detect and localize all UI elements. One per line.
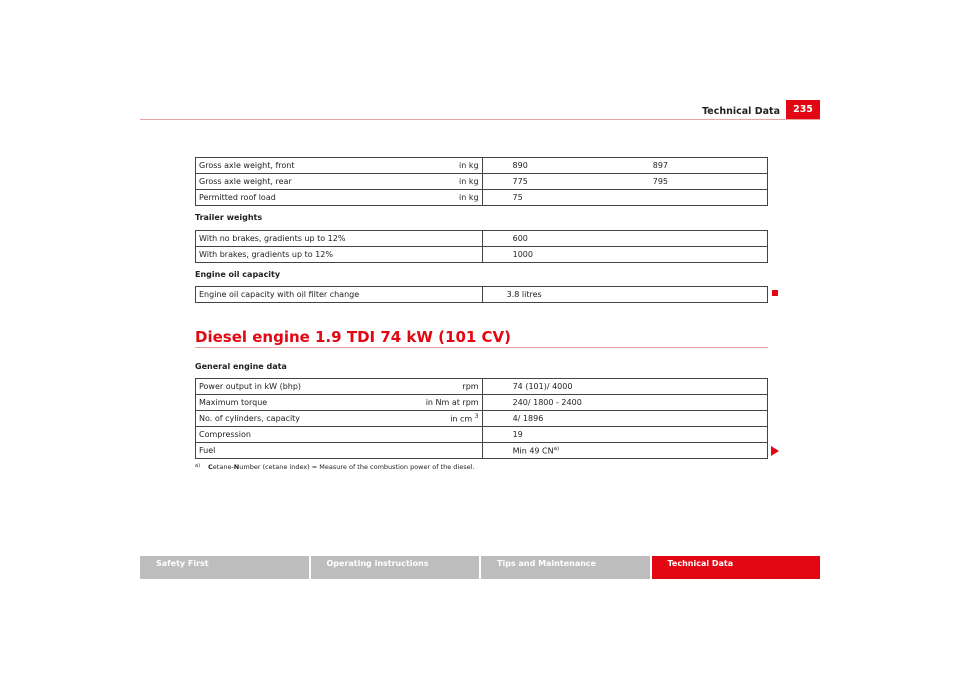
row-value: 75 — [482, 190, 625, 206]
footnote-text-2: umber (cetane index) = Measure of the combustion power of the diesel. — [239, 463, 475, 471]
footnote-ref: a) — [553, 445, 560, 452]
row-value: 600 — [482, 231, 767, 247]
row-value: 3.8 litres — [482, 287, 767, 303]
row-value: 1000 — [482, 247, 767, 263]
row-label: Gross axle weight, front — [196, 158, 346, 174]
continue-arrow-icon — [771, 446, 779, 456]
row-value: 19 — [482, 427, 767, 443]
row-unit: rpm — [345, 379, 482, 395]
row-label: Compression — [196, 427, 346, 443]
row-unit: in cm — [450, 414, 473, 424]
row-label: Maximum torque — [196, 395, 346, 411]
row-label: Fuel — [196, 443, 346, 459]
page-number: 235 — [786, 100, 820, 119]
row-label: With no brakes, gradients up to 12% — [196, 231, 483, 247]
chapter-nav — [140, 556, 820, 579]
row-value-2: 795 — [625, 174, 768, 190]
row-unit: in kg — [345, 190, 482, 206]
row-unit: in Nm at rpm — [345, 395, 482, 411]
row-value: 4/ 1896 — [482, 411, 767, 427]
footnote-c-letter: C — [208, 463, 213, 471]
nav-tab-technical-data[interactable]: Technical Data — [652, 556, 821, 579]
trailer-table — [195, 230, 768, 263]
row-unit — [345, 443, 482, 459]
row-unit: in kg — [345, 174, 482, 190]
table-row — [196, 247, 768, 263]
table-row — [196, 443, 768, 459]
row-label: With brakes, gradients up to 12% — [196, 247, 483, 263]
table-row — [196, 190, 768, 206]
engine-data-table — [195, 378, 768, 459]
table-row — [196, 411, 768, 427]
row-value-2: 897 — [625, 158, 768, 174]
footnote-n-letter: N — [233, 463, 240, 471]
row-value-cell — [482, 443, 767, 459]
table-row — [196, 379, 768, 395]
header-rule — [140, 119, 820, 120]
heading-rule — [195, 347, 768, 348]
row-label: Gross axle weight, rear — [196, 174, 346, 190]
row-unit: in kg — [345, 158, 482, 174]
nav-tab-operating-instructions[interactable]: Operating instructions — [311, 556, 480, 579]
table-row — [196, 427, 768, 443]
footnote-marker: a) — [195, 463, 201, 469]
trailer-heading: Trailer weights — [195, 213, 263, 222]
row-label: Permitted roof load — [196, 190, 346, 206]
diesel-heading: Diesel engine 1.9 TDI 74 kW (101 CV) — [195, 328, 512, 346]
table-row — [196, 395, 768, 411]
footnote-text-1: etane- — [212, 463, 234, 471]
table-row — [196, 158, 768, 174]
row-label: No. of cylinders, capacity — [196, 411, 346, 427]
row-unit-cell — [345, 411, 482, 427]
row-value: Min 49 CN — [512, 446, 554, 456]
table-row — [196, 174, 768, 190]
nav-tab-safety-first[interactable]: Safety First — [140, 556, 309, 579]
general-engine-data-heading: General engine data — [195, 362, 287, 371]
unit-superscript: 3 — [474, 413, 479, 421]
end-of-section-marker — [772, 290, 778, 296]
footnote — [195, 463, 475, 471]
table-row — [196, 287, 768, 303]
header-title: Technical Data — [702, 106, 780, 117]
oil-heading: Engine oil capacity — [195, 270, 281, 279]
row-value: 775 — [482, 174, 625, 190]
row-value: 74 (101)/ 4000 — [482, 379, 767, 395]
row-unit — [345, 427, 482, 443]
row-value: 240/ 1800 - 2400 — [482, 395, 767, 411]
row-value-2 — [625, 190, 768, 206]
row-value: 890 — [482, 158, 625, 174]
row-label: Power output in kW (bhp) — [196, 379, 346, 395]
oil-table — [195, 286, 768, 303]
weights-table — [195, 157, 768, 206]
nav-tab-tips-and-maintenance[interactable]: Tips and Maintenance — [481, 556, 650, 579]
row-label: Engine oil capacity with oil filter change — [196, 287, 483, 303]
table-row — [196, 231, 768, 247]
